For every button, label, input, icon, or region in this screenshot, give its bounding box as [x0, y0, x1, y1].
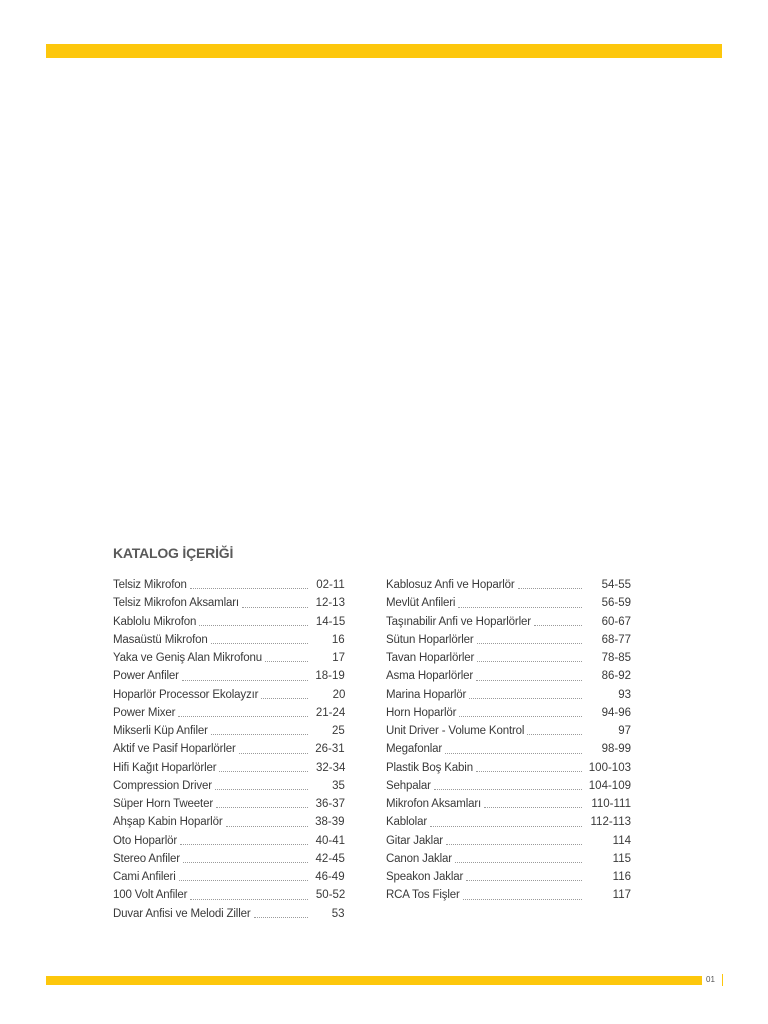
toc-entry-page: 110-111 [591, 798, 631, 810]
toc-entry [386, 649, 631, 667]
toc-dot-leader [477, 660, 582, 662]
toc-entry-title: Plastik Boş Kabin [386, 761, 473, 774]
toc-entry [113, 813, 345, 831]
toc-entry [113, 759, 345, 777]
toc-entry-title: Kablolu Mikrofon [113, 615, 197, 628]
bottom-accent-bar [46, 976, 702, 985]
toc-entry [113, 686, 345, 704]
toc-entry-page: 117 [612, 889, 631, 902]
toc-dot-leader [484, 806, 582, 808]
toc-entry-title: Sehpalar [386, 779, 431, 792]
toc-entry-page: 35 [332, 779, 345, 792]
toc-entry-page: 20 [332, 688, 346, 701]
toc-entry [113, 576, 345, 594]
toc-dot-leader [211, 642, 308, 644]
toc-entry-page: 56-59 [601, 597, 631, 610]
toc-entry-page: 112-113 [590, 816, 631, 829]
toc-entry [386, 813, 631, 831]
toc-dot-leader [466, 879, 582, 881]
toc-entry-page: 32-34 [316, 761, 346, 774]
toc-entry [113, 649, 345, 667]
toc-dot-leader [469, 697, 582, 699]
toc-dot-leader [518, 587, 582, 589]
toc-dot-leader [178, 715, 308, 717]
toc-dot-leader [477, 642, 582, 644]
toc-dot-leader [445, 752, 582, 754]
toc-entry-page: 46-49 [315, 871, 345, 883]
toc-entry-title: Mikrofon Aksamları [386, 798, 482, 810]
toc-entry-title: Oto Hoparlör [113, 834, 178, 847]
toc-entry-title: Power Anfiler [113, 670, 179, 683]
toc-dot-leader [476, 679, 582, 681]
toc-dot-leader [239, 752, 308, 754]
toc-entry [113, 795, 345, 813]
toc-entry-title: Hifi Kağıt Hoparlörler [113, 761, 217, 774]
toc-entry [386, 613, 631, 631]
toc-dot-leader [183, 861, 308, 863]
toc-entry-page: 86-92 [601, 670, 631, 683]
toc-entry-title: Marina Hoparlör [386, 688, 467, 701]
toc-entry-title: Telsiz Mikrofon [113, 579, 187, 591]
toc-entry-page: 17 [332, 652, 346, 664]
toc-entry-page: 40-41 [315, 834, 346, 847]
toc-entry-page: 100-103 [588, 761, 631, 774]
toc-dot-leader [190, 898, 308, 900]
toc-entry [386, 759, 631, 777]
toc-entry-title: Speakon Jaklar [386, 871, 464, 883]
toc-entry-page: 18-19 [315, 670, 345, 683]
toc-entry [386, 850, 631, 868]
toc-entry-title: Tavan Hoparlörler [386, 652, 475, 664]
toc-entry [386, 686, 631, 704]
toc-entry [386, 886, 631, 904]
toc-entry [386, 594, 631, 612]
toc-entry-page: 53 [331, 907, 345, 920]
toc-entry-title: Sütun Hoparlörler [386, 633, 474, 646]
toc-dot-leader [211, 733, 308, 735]
toc-entry-title: Telsiz Mikrofon Aksamları [113, 597, 239, 610]
page-title: KATALOG İÇERİĞİ [113, 545, 234, 561]
toc-entry [386, 722, 631, 740]
toc-right-column [386, 576, 631, 905]
toc-entry-title: Hoparlör Processor Ekolayzır [113, 688, 259, 701]
toc-entry-page: 25 [332, 725, 345, 737]
toc-dot-leader [261, 697, 308, 699]
toc-dot-leader [534, 624, 582, 626]
toc-entry [113, 722, 345, 740]
toc-dot-leader [216, 806, 308, 808]
toc-dot-leader [455, 861, 582, 863]
toc-entry-page: 21-24 [315, 706, 346, 719]
toc-entry-title: Asma Hoparlörler [386, 670, 474, 683]
toc-entry-page: 114 [612, 834, 631, 847]
toc-dot-leader [463, 898, 582, 900]
toc-entry-page: 60-67 [601, 615, 631, 628]
toc-entry-page: 78-85 [601, 652, 631, 664]
toc-dot-leader [182, 679, 308, 681]
toc-entry-title: Unit Driver - Volume Kontrol [386, 725, 525, 737]
toc-entry-title: Duvar Anfisi ve Melodi Ziller [113, 907, 251, 920]
toc-entry [386, 777, 631, 795]
toc-entry [113, 740, 345, 758]
toc-entry-title: Süper Horn Tweeter [113, 798, 214, 810]
toc-entry-page: 68-77 [601, 633, 631, 646]
toc-entry-title: Gitar Jaklar [386, 834, 443, 847]
toc-entry-title: Megafonlar [386, 743, 443, 756]
toc-entry [386, 795, 631, 813]
toc-entry-page: 50-52 [315, 889, 346, 902]
toc-entry [386, 832, 631, 850]
toc-entry-title: Stereo Anfiler [113, 852, 180, 865]
toc-entry-title: Kablolar [386, 816, 427, 829]
toc-entry-title: Mevlüt Anfileri [386, 597, 456, 610]
toc-entry-page: 97 [618, 725, 631, 737]
toc-entry-page: 36-37 [315, 798, 346, 810]
toc-entry-title: Horn Hoparlör [386, 706, 457, 719]
toc-entry [113, 631, 345, 649]
toc-dot-leader [226, 825, 308, 827]
toc-entry-page: 115 [612, 852, 631, 865]
toc-entry [113, 850, 345, 868]
toc-entry-title: Compression Driver [113, 779, 212, 792]
toc-entry [113, 868, 345, 886]
toc-entry-title: Taşınabilir Anfi ve Hoparlörler [386, 615, 531, 628]
toc-dot-leader [527, 733, 582, 735]
toc-entry-page: 02-11 [316, 579, 345, 591]
toc-dot-leader [446, 843, 582, 845]
toc-entry-page: 93 [618, 688, 631, 701]
toc-entry [113, 832, 345, 850]
toc-entry-title: Yaka ve Geniş Alan Mikrofonu [113, 652, 263, 664]
toc-dot-leader [265, 660, 308, 662]
toc-entry-page: 16 [331, 633, 345, 646]
toc-entry-page: 94-96 [601, 706, 631, 719]
toc-entry-page: 116 [612, 871, 631, 883]
toc-entry-title: Aktif ve Pasif Hoparlörler [113, 743, 236, 756]
toc-dot-leader [199, 624, 308, 626]
toc-entry-title: RCA Tos Fişler [386, 889, 460, 902]
toc-dot-leader [254, 916, 308, 918]
toc-entry [113, 886, 345, 904]
toc-entry-title: 100 Volt Anfiler [113, 889, 188, 902]
toc-entry [113, 613, 345, 631]
toc-entry [113, 905, 345, 923]
toc-left-column [113, 576, 345, 923]
toc-entry [113, 777, 345, 795]
toc-entry-title: Mikserli Küp Anfiler [113, 725, 208, 737]
toc-entry-title: Cami Anfileri [113, 871, 176, 883]
toc-entry [113, 667, 345, 685]
toc-entry-title: Power Mixer [113, 706, 176, 719]
toc-entry-title: Masaüstü Mikrofon [113, 633, 208, 646]
toc-dot-leader [219, 770, 308, 772]
toc-entry-page: 54-55 [601, 579, 631, 591]
toc-dot-leader [190, 587, 308, 589]
toc-dot-leader [180, 843, 308, 845]
toc-entry [386, 576, 631, 594]
toc-dot-leader [458, 606, 582, 608]
toc-dot-leader [434, 788, 582, 790]
toc-entry [386, 740, 631, 758]
toc-entry [113, 704, 345, 722]
toc-entry-title: Canon Jaklar [386, 852, 452, 865]
toc-dot-leader [459, 715, 582, 717]
toc-entry-page: 14-15 [315, 615, 346, 628]
page-number: 01 [706, 974, 723, 986]
toc-entry-page: 104-109 [588, 779, 631, 792]
toc-entry [386, 667, 631, 685]
toc-dot-leader [215, 788, 308, 790]
toc-entry [386, 868, 631, 886]
toc-entry-page: 98-99 [601, 743, 631, 756]
toc-entry-page: 26-31 [315, 743, 345, 756]
toc-entry [113, 594, 345, 612]
toc-entry [386, 631, 631, 649]
toc-dot-leader [430, 825, 582, 827]
toc-dot-leader [476, 770, 582, 772]
toc-entry [386, 704, 631, 722]
top-accent-bar [46, 44, 722, 58]
toc-entry-title: Kablosuz Anfi ve Hoparlör [386, 579, 515, 591]
toc-dot-leader [242, 606, 308, 608]
toc-entry-page: 12-13 [315, 597, 345, 610]
toc-entry-page: 38-39 [315, 816, 345, 829]
toc-entry-title: Ahşap Kabin Hoparlör [113, 816, 223, 829]
toc-dot-leader [179, 879, 308, 881]
toc-entry-page: 42-45 [315, 852, 345, 865]
